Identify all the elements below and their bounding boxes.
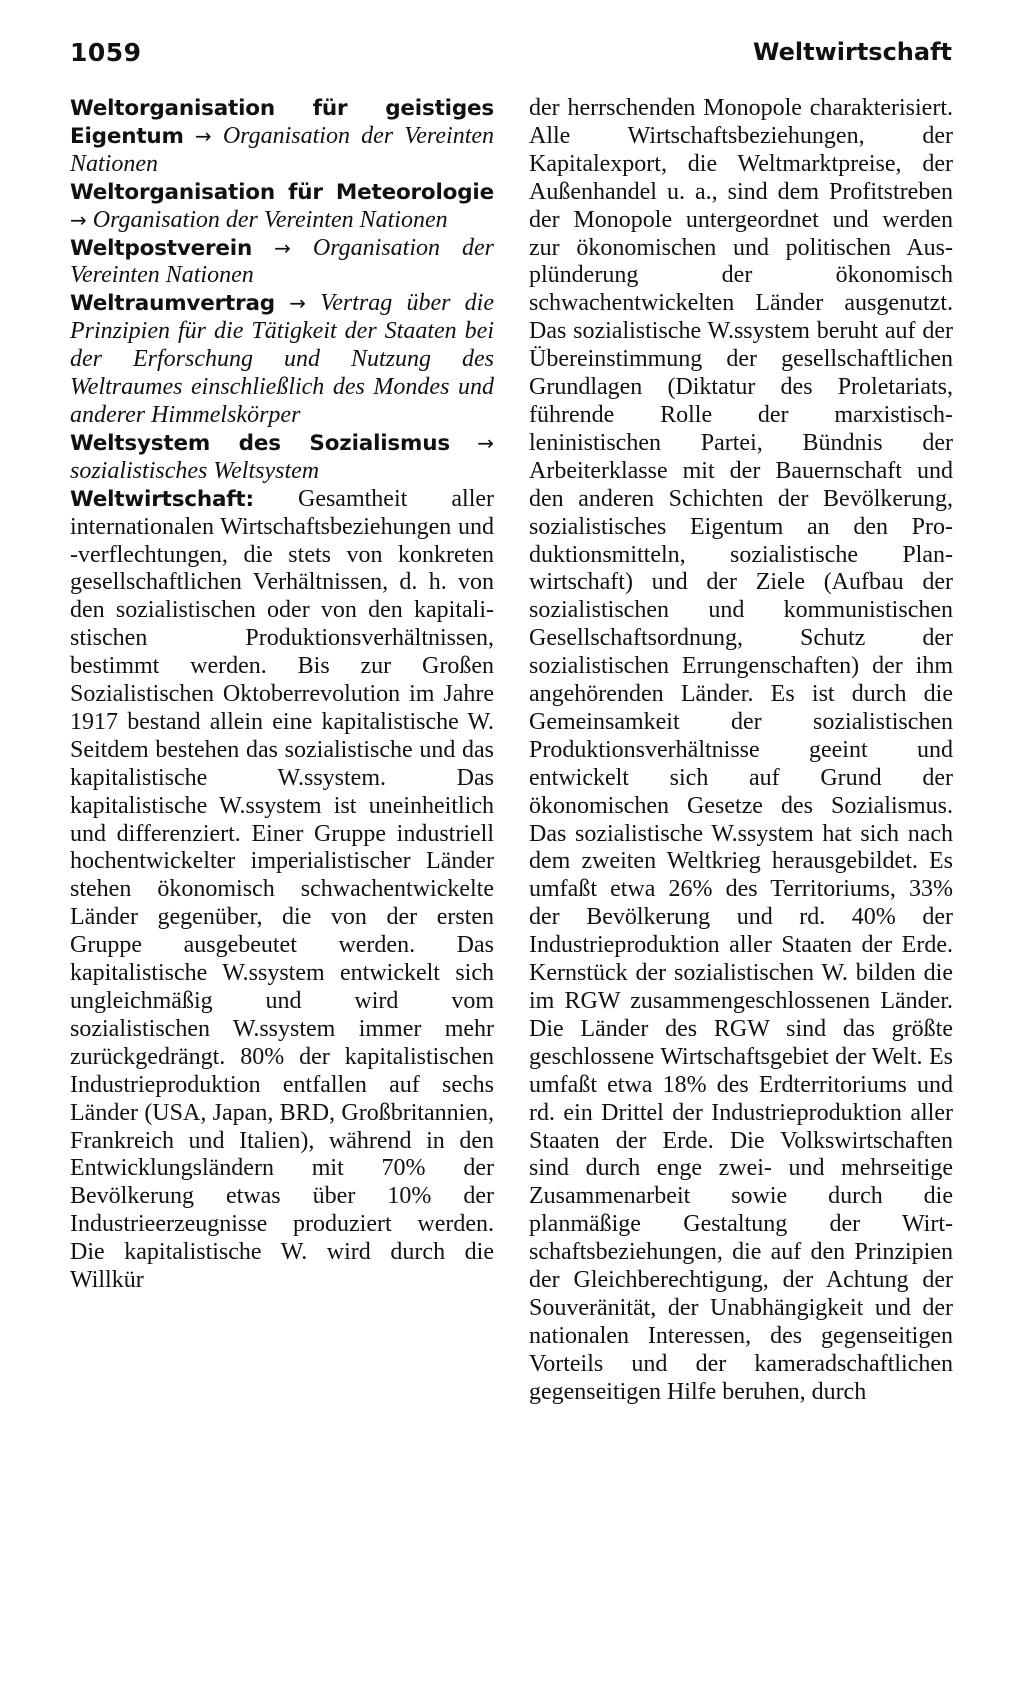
dictionary-entry: [70, 430, 494, 486]
cross-reference-link[interactable]: Organisation der Vereinten Nationen: [70, 122, 495, 177]
main-entry-text-right: der herrschenden Monopole charakterisiert. Alle Wirtschaftsbeziehungen, der Kapitalexport, die Weltmarktpreise, der Außenhandel u. a., sind dem Profitstreben der Monopole untergeordnet und werden zur ökonomischen und politischen Ausplünderung der ökonomisch schwachentwickelten Länder ausgenutzt. Das sozialistische W.ssystem beruht auf der Übereinstimmung der gesellschaftlichen Grundlagen (Diktatur des Proletariats, führende Rolle der marxistisch-leninistischen Partei, Bündnis der Arbeiterklasse mit der Bauernschaft und den anderen Schichten der Bevölkerung, sozialistisches Eigentum an den Produktionsmitteln, sozialistische Planwirtschaft) und der Ziele (Aufbau der sozialistischen und kommunistischen Gesellschaftsordnung, Schutz der sozialistischen Errungenschaften) der ihm angehörenden Länder. Es ist durch die Gemeinsamkeit der sozialistischen Produktionsverhältnisse geeint und entwickelt sich auf Grund der ökonomischen Gesetze des Sozialismus. Das sozialistische W.ssystem hat sich nach dem zweiten Weltkrieg herausgebildet. Es umfaßt etwa 26% des Territoriums, 33% der Bevölkerung und rd. 40% der Industrieproduktion aller Staaten der Erde. Kernstück der sozialistischen W. bilden die im RGW zusammengeschlossenen Länder. Die Länder des RGW sind das größte geschlossene Wirtschaftsgebiet der Welt. Es umfaßt etwa 18% des Erdterritoriums und rd. ein Drittel der Industrieproduktion aller Staaten der Erde. Die Volkswirtschaften sind durch enge zwei- und mehrseitige Zusammenarbeit sowie durch die planmäßige Gestaltung der Wirtschaftsbeziehungen, die auf den Prinzipien der Gleichberechtigung, der Achtung der Souveränität, der Unabhängigkeit und der nationalen Interessen, des gegenseitigen Vorteils und der kameradschaftlichen gegenseitigen Hilfe beruhen, durch: [529, 95, 953, 1405]
arrow-icon: →: [289, 291, 306, 316]
cross-reference-link[interactable]: Organisation der Vereinten Nationen: [70, 234, 495, 289]
arrow-icon: →: [477, 430, 495, 455]
right-column: [529, 95, 953, 1407]
main-entry-headword: Weltwirtschaft:: [70, 486, 254, 512]
arrow-icon: →: [194, 123, 212, 148]
cross-reference-link[interactable]: Vertrag über die Prinzipien für die Tätigkeit der Staaten bei der Erforschung und Nutzung des Weltraumes einschließlich des Mondes und anderer Himmelskörper: [70, 290, 494, 428]
dictionary-entry: [70, 235, 494, 291]
arrow-icon: →: [70, 207, 87, 232]
entry-headword: Weltpostverein: [70, 235, 253, 261]
cross-reference-link[interactable]: Organisation der Vereinten Nationen: [92, 206, 448, 233]
running-head: Weltwirtschaft: [752, 38, 952, 66]
left-column: [70, 95, 494, 1295]
arrow-icon: →: [274, 235, 291, 260]
cross-reference-link[interactable]: sozialistisches Weltsystem: [70, 457, 320, 484]
entry-headword: Weltsystem des Sozialismus: [70, 430, 450, 456]
page-number: 1059: [70, 38, 142, 67]
dictionary-entry: [70, 95, 494, 179]
main-entry-continuation: [529, 95, 953, 1407]
dictionary-entry: [70, 290, 494, 430]
main-entry: [70, 486, 494, 1295]
entry-headword: Weltorganisation für geistiges Eigentum: [70, 96, 494, 149]
main-entry-text-left: Gesamtheit aller internationalen Wirtschaftsbeziehungen und -verflechtungen, die stets von konkreten gesellschaftlichen Verhältnissen, d. h. von den sozialistischen oder von den kapitalistischen Produktionsverhältnissen, bestimmt werden. Bis zur Großen Sozialistischen Oktoberrevolution im Jahre 1917 bestand allein eine kapitalistische W. Seitdem bestehen das sozialistische und das kapitalistische W.ssystem. Das kapitalistische W.ssystem ist uneinheitlich und differenziert. Einer Gruppe industriell hochentwickelter imperialistischer Länder stehen ökonomisch schwachentwickelte Länder gegenüber, die von der ersten Gruppe ausgebeutet werden. Das kapitalistische W.ssystem entwickelt sich ungleichmäßig und wird vom sozialistischen W.ssystem immer mehr zurückgedrängt. 80% der kapitalistischen Industrieproduktion entfallen auf sechs Länder (USA, Japan, BRD, Großbritannien, Frankreich und Italien), während in den Entwicklungsländern mit 70% der Bevölkerung etwas über 10% der Industrieerzeugnisse produziert werden. Die kapitalistische W. wird durch die Willkür: [70, 485, 495, 1294]
entry-headword: Weltorganisation für Meteorologie: [70, 179, 494, 205]
entry-headword: Weltraumvertrag: [70, 291, 275, 317]
dictionary-entry: [70, 179, 494, 235]
